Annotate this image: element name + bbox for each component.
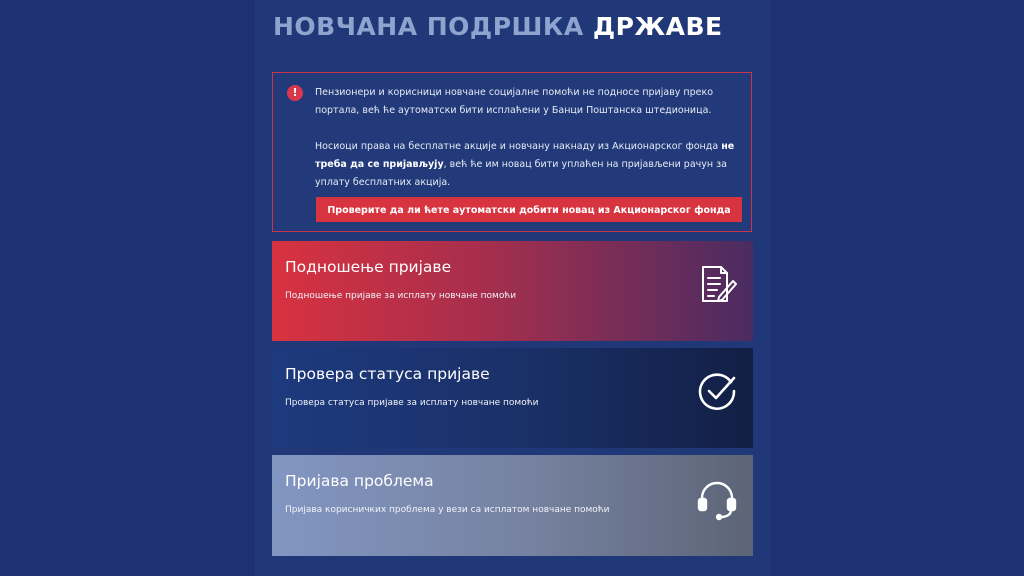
alert-paragraph-1: Пензионери и корисници новчане социјалне помоћи не подносе пријаву преко портала, већ ће аутоматски бити исплаћени у Банци Поштанска штедионица. bbox=[315, 87, 714, 116]
report-problem-card[interactable] bbox=[272, 455, 753, 556]
card-title: Пријава проблема bbox=[285, 472, 434, 490]
alert-paragraph-2 bbox=[315, 138, 745, 192]
alert-paragraph-2-start: Носиоци права на бесплатне акције и новчану накнаду из Акционарског фонда bbox=[315, 141, 722, 152]
page-title-part1: НОВЧАНА ПОДРШКА bbox=[273, 12, 584, 41]
alert-paragraph-2-bold: не треба да се пријављују bbox=[315, 141, 735, 170]
check-status-card[interactable] bbox=[272, 348, 753, 448]
card-subtitle: Пријава корисничких проблема у вези са исплатом новчане помоћи bbox=[285, 505, 610, 515]
page-title bbox=[273, 12, 723, 41]
document-edit-icon bbox=[695, 263, 739, 307]
check-shares-fund-button[interactable]: Проверите да ли ћете аутоматски добити новац из Акционарског фонда bbox=[316, 197, 742, 222]
page-title-part2: ДРЖАВЕ bbox=[592, 12, 723, 41]
card-title: Подношење пријаве bbox=[285, 258, 452, 276]
info-alert bbox=[272, 72, 752, 232]
info-icon: ! bbox=[287, 85, 303, 101]
headset-icon bbox=[695, 477, 739, 521]
submit-application-card[interactable] bbox=[272, 241, 753, 341]
alert-paragraph-2-end: , већ ће им новац бити уплаћен на пријављени рачун за уплату бесплатних акција. bbox=[315, 159, 727, 188]
check-circle-icon bbox=[695, 370, 739, 414]
card-subtitle: Подношење пријаве за исплату новчане помоћи bbox=[285, 291, 517, 301]
card-title: Провера статуса пријаве bbox=[285, 365, 490, 383]
card-subtitle: Провера статуса пријаве за исплату новчане помоћи bbox=[285, 398, 539, 408]
